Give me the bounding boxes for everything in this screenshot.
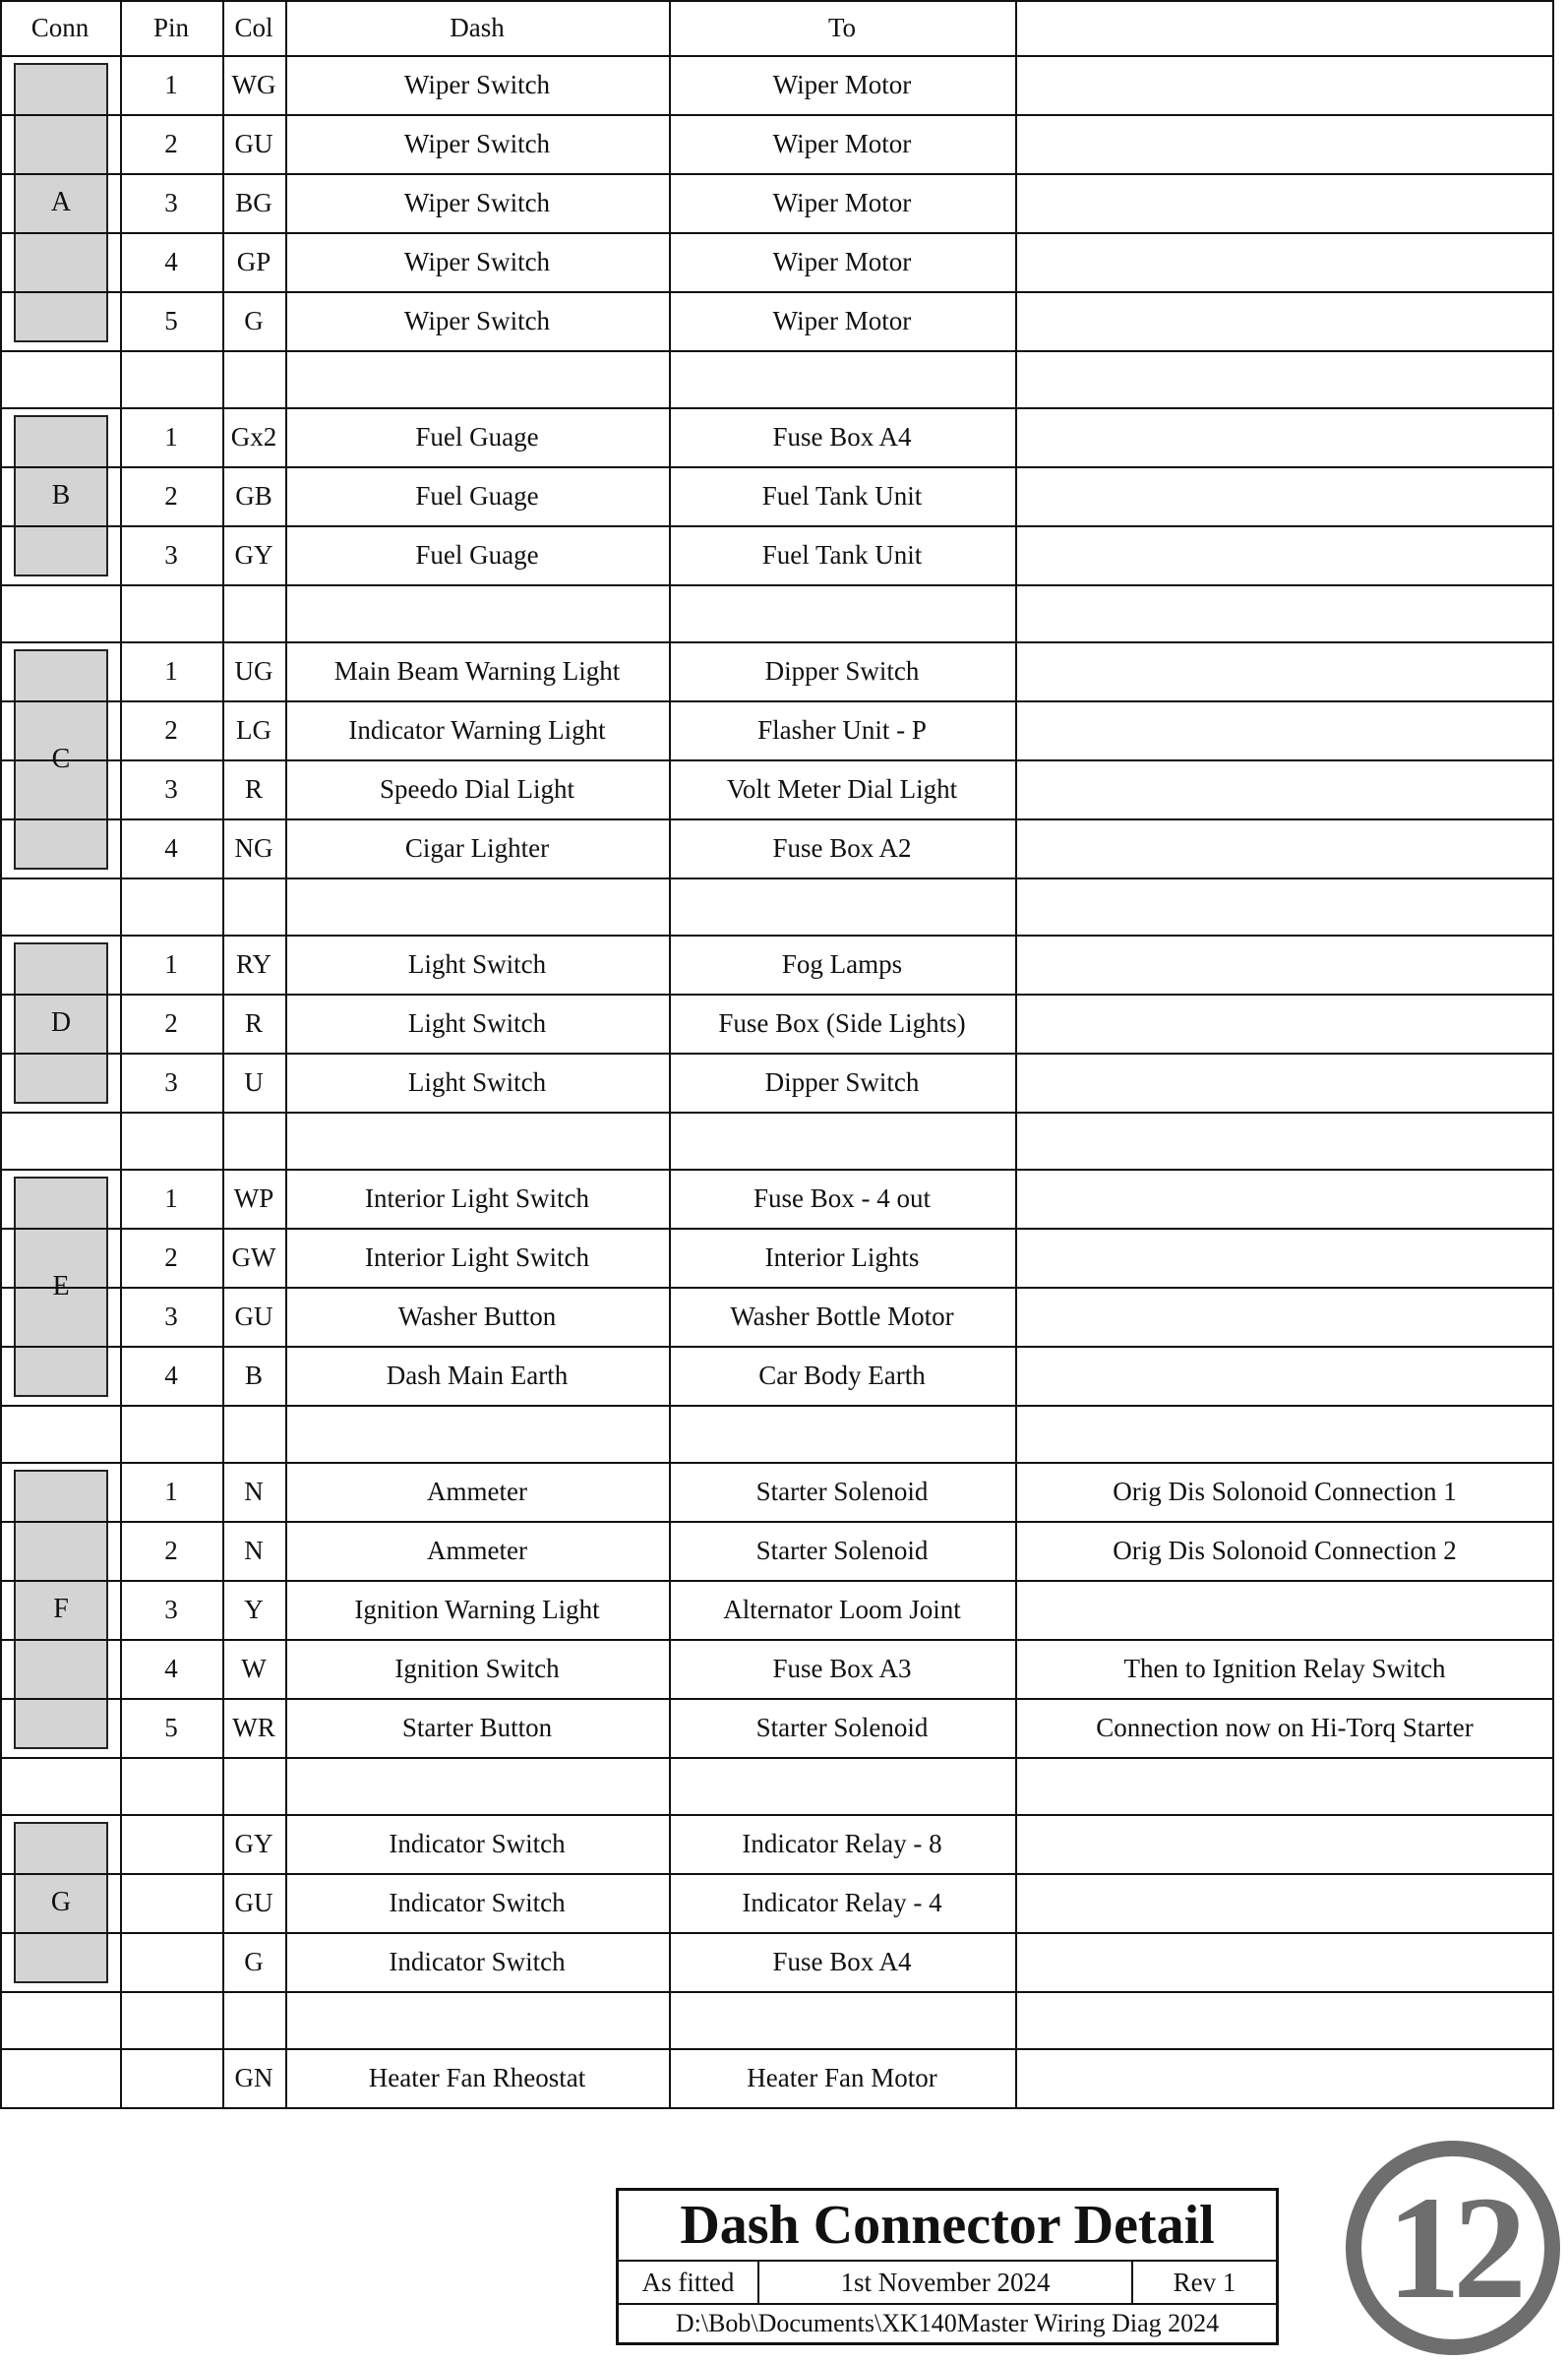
column-divider — [120, 0, 122, 2109]
cell-dash: Indicator Switch — [389, 1946, 566, 1976]
cell-dash: Indicator Switch — [389, 1887, 566, 1917]
cell-note — [1015, 641, 1554, 700]
cell-to: Fuse Box A2 — [772, 832, 912, 863]
cell-col: Gx2 — [230, 421, 277, 452]
cell-to: Heater Fan Motor — [747, 2062, 937, 2092]
cell-to: Fuse Box A4 — [772, 421, 912, 452]
cell-pin: 2 — [164, 1535, 178, 1565]
cell-dash: Ammeter — [427, 1535, 527, 1565]
cell-col: G — [244, 305, 264, 335]
cell-note — [1015, 2048, 1554, 2107]
cell-pin: 5 — [164, 1712, 178, 1742]
cell-dash: Ignition Switch — [394, 1653, 560, 1683]
cell-col: WG — [231, 69, 276, 99]
cell-dash: Light Switch — [407, 1007, 547, 1038]
cell-note: Orig Dis Solonoid Connection 2 — [1113, 1535, 1457, 1565]
cell-dash: Wiper Switch — [403, 128, 551, 158]
cell-to: Washer Bottle Motor — [730, 1301, 954, 1331]
cell-to: Wiper Motor — [772, 187, 912, 217]
cell-pin: 1 — [164, 948, 178, 979]
cell-note — [1015, 1873, 1554, 1932]
cell-note — [1015, 232, 1554, 291]
cell-pin: 1 — [164, 421, 178, 452]
page-number-badge: 12 — [1346, 2141, 1560, 2355]
cell-pin: 2 — [164, 714, 178, 745]
cell-dash: Light Switch — [407, 948, 547, 979]
column-divider — [1552, 0, 1554, 2109]
cell-dash: Wiper Switch — [403, 187, 551, 217]
column-divider — [669, 0, 671, 2109]
cell-pin: 4 — [164, 832, 178, 863]
cell-col: GW — [231, 1241, 276, 1272]
cell-col: N — [244, 1535, 264, 1565]
row-divider — [0, 994, 1554, 996]
cell-pin: 3 — [164, 1594, 178, 1624]
cell-note — [1015, 55, 1554, 114]
row-divider — [0, 1405, 1554, 1407]
row-divider — [0, 232, 1554, 234]
cell-dash: Washer Button — [397, 1301, 557, 1331]
cell-dash: Cigar Lighter — [404, 832, 550, 863]
cell-to: Fuel Tank Unit — [761, 539, 923, 570]
cell-pin: 1 — [164, 655, 178, 686]
status-label: As fitted — [619, 2262, 759, 2305]
cell-col: GN — [234, 2062, 273, 2092]
cell-dash: Indicator Warning Light — [348, 714, 606, 745]
cell-to: Starter Solenoid — [755, 1476, 929, 1506]
row-divider — [0, 935, 1554, 937]
cell-note — [1015, 466, 1554, 525]
cell-to: Wiper Motor — [772, 246, 912, 276]
cell-note — [1015, 1053, 1554, 1112]
column-divider — [0, 0, 2, 2109]
cell-pin — [120, 1932, 222, 1991]
column-divider — [222, 0, 224, 2109]
cell-note — [1015, 1287, 1554, 1346]
cell-pin: 4 — [164, 1360, 178, 1390]
cell-dash: Speedo Dial Light — [380, 773, 574, 804]
connector-block: D — [14, 942, 108, 1104]
cell-pin: 4 — [164, 246, 178, 276]
cell-dash: Fuel Guage — [415, 421, 539, 452]
cell-to: Fog Lamps — [781, 948, 903, 979]
cell-pin: 3 — [164, 187, 178, 217]
row-divider — [0, 818, 1554, 820]
cell-pin: 3 — [164, 773, 178, 804]
cell-pin: 2 — [164, 1241, 178, 1272]
row-divider — [0, 584, 1554, 586]
cell-to: Fuse Box - 4 out — [753, 1182, 931, 1213]
row-divider — [0, 114, 1554, 116]
connector-block: F — [14, 1470, 108, 1749]
revision-label: Rev 1 — [1133, 2262, 1276, 2305]
cell-to: Indicator Relay - 4 — [742, 1887, 942, 1917]
cell-dash: Main Beam Warning Light — [333, 655, 621, 686]
cell-col: N — [244, 1476, 264, 1506]
row-divider — [0, 1169, 1554, 1171]
cell-note — [1015, 525, 1554, 584]
cell-to: Wiper Motor — [772, 69, 912, 99]
cell-note — [1015, 1346, 1554, 1405]
cell-note: Connection now on Hi-Torq Starter — [1096, 1712, 1474, 1742]
header-to: To — [827, 12, 857, 42]
cell-col: GP — [236, 246, 271, 276]
cell-dash: Wiper Switch — [403, 305, 551, 335]
cell-col: U — [244, 1066, 264, 1097]
cell-note — [1015, 1228, 1554, 1287]
cell-pin: 3 — [164, 539, 178, 570]
cell-dash: Heater Fan Rheostat — [368, 2062, 586, 2092]
row-divider — [0, 1580, 1554, 1582]
cell-col: LG — [236, 714, 271, 745]
cell-dash: Ammeter — [427, 1476, 527, 1506]
connector-block: B — [14, 415, 108, 576]
connector-block: G — [14, 1822, 108, 1983]
column-divider — [285, 0, 287, 2109]
cell-col: R — [244, 1007, 263, 1038]
cell-to: Starter Solenoid — [755, 1535, 929, 1565]
row-divider — [0, 1112, 1554, 1114]
cell-pin: 2 — [164, 1007, 178, 1038]
row-divider — [0, 878, 1554, 879]
cell-col: WR — [232, 1712, 275, 1742]
cell-pin: 5 — [164, 305, 178, 335]
connector-block: A — [14, 63, 108, 342]
row-divider — [0, 1932, 1554, 1934]
cell-note — [1015, 759, 1554, 818]
cell-note — [1015, 1814, 1554, 1873]
row-divider — [0, 2107, 1554, 2109]
cell-dash: Wiper Switch — [403, 246, 551, 276]
cell-to: Indicator Relay - 8 — [742, 1828, 942, 1858]
cell-dash: Dash Main Earth — [386, 1360, 569, 1390]
cell-col: NG — [234, 832, 273, 863]
row-divider — [0, 1639, 1554, 1641]
cell-dash: Light Switch — [407, 1066, 547, 1097]
title-block — [616, 2188, 1279, 2345]
row-divider — [0, 759, 1554, 761]
cell-col: BG — [235, 187, 272, 217]
cell-dash: Indicator Switch — [389, 1828, 566, 1858]
cell-to: Fuel Tank Unit — [761, 480, 923, 511]
cell-note — [1015, 1169, 1554, 1228]
cell-to: Dipper Switch — [764, 1066, 920, 1097]
cell-col: Y — [244, 1594, 264, 1624]
row-divider — [0, 1462, 1554, 1464]
cell-note: Orig Dis Solonoid Connection 1 — [1113, 1476, 1457, 1506]
cell-pin: 2 — [164, 480, 178, 511]
cell-pin: 3 — [164, 1301, 178, 1331]
row-divider — [0, 1346, 1554, 1348]
cell-dash: Fuel Guage — [415, 480, 539, 511]
cell-col: GU — [234, 128, 273, 158]
cell-col: GU — [234, 1887, 273, 1917]
cell-note — [1015, 173, 1554, 232]
cell-to: Car Body Earth — [758, 1360, 926, 1390]
cell-pin: 1 — [164, 1182, 178, 1213]
cell-col: WP — [233, 1182, 274, 1213]
cell-col: B — [244, 1360, 263, 1390]
row-divider — [0, 1698, 1554, 1700]
cell-dash: Ignition Warning Light — [354, 1594, 600, 1624]
row-divider — [0, 525, 1554, 527]
cell-dash: Interior Light Switch — [365, 1182, 589, 1213]
header-dash: Dash — [450, 12, 505, 42]
cell-pin: 1 — [164, 1476, 178, 1506]
cell-dash: Fuel Guage — [415, 539, 539, 570]
row-divider — [0, 350, 1554, 352]
cell-to: Alternator Loom Joint — [723, 1594, 961, 1624]
cell-to: Interior Lights — [764, 1241, 920, 1272]
cell-pin — [120, 1873, 222, 1932]
cell-col: RY — [235, 948, 272, 979]
date-label: 1st November 2024 — [759, 2262, 1133, 2305]
cell-col: R — [244, 773, 263, 804]
row-divider — [0, 291, 1554, 293]
cell-to: Dipper Switch — [764, 655, 920, 686]
row-divider — [0, 466, 1554, 468]
cell-to: Wiper Motor — [772, 305, 912, 335]
cell-col: GY — [234, 1828, 273, 1858]
row-divider — [0, 0, 1554, 2]
row-divider — [0, 1991, 1554, 1993]
cell-col: W — [241, 1653, 267, 1683]
cell-note — [1015, 1932, 1554, 1991]
cell-note — [1015, 700, 1554, 759]
cell-note — [1015, 114, 1554, 173]
row-divider — [0, 1757, 1554, 1759]
cell-col: GY — [234, 539, 273, 570]
column-divider — [1015, 0, 1017, 2109]
cell-pin: 4 — [164, 1653, 178, 1683]
row-divider — [0, 407, 1554, 409]
cell-col: GU — [234, 1301, 273, 1331]
row-divider — [0, 700, 1554, 702]
row-divider — [0, 55, 1554, 57]
cell-dash: Interior Light Switch — [365, 1241, 589, 1272]
row-divider — [0, 641, 1554, 643]
cell-to: Wiper Motor — [772, 128, 912, 158]
cell-note — [1015, 818, 1554, 878]
row-divider — [0, 1228, 1554, 1230]
header-conn: Conn — [30, 12, 90, 42]
cell-to: Fuse Box A3 — [772, 1653, 912, 1683]
header-pin: Pin — [152, 12, 190, 42]
cell-to: Flasher Unit - P — [757, 714, 927, 745]
cell-col: G — [244, 1946, 264, 1976]
cell-dash: Starter Button — [401, 1712, 553, 1742]
cell-note — [1015, 291, 1554, 350]
cell-col: UG — [234, 655, 273, 686]
cell-note — [1015, 994, 1554, 1053]
cell-dash: Wiper Switch — [403, 69, 551, 99]
row-divider — [0, 1053, 1554, 1055]
cell-pin: 3 — [164, 1066, 178, 1097]
cell-note: Then to Ignition Relay Switch — [1123, 1653, 1446, 1683]
cell-to: Fuse Box A4 — [772, 1946, 912, 1976]
row-divider — [0, 1814, 1554, 1816]
row-divider — [0, 1521, 1554, 1523]
cell-pin — [120, 1814, 222, 1873]
row-divider — [0, 173, 1554, 175]
cell-to: Volt Meter Dial Light — [726, 773, 958, 804]
cell-to: Starter Solenoid — [755, 1712, 929, 1742]
cell-pin: 1 — [164, 69, 178, 99]
cell-note — [1015, 407, 1554, 466]
row-divider — [0, 2048, 1554, 2050]
cell-pin: 2 — [164, 128, 178, 158]
file-path: D:\Bob\Documents\XK140Master Wiring Diag 2024 — [675, 2309, 1220, 2337]
row-divider — [0, 1287, 1554, 1289]
cell-pin — [120, 2048, 222, 2107]
cell-note — [1015, 1580, 1554, 1639]
cell-to: Fuse Box (Side Lights) — [718, 1007, 966, 1038]
row-divider — [0, 1873, 1554, 1875]
cell-col: GB — [235, 480, 272, 511]
header-col: Col — [234, 12, 273, 42]
document-title: Dash Connector Detail — [619, 2191, 1276, 2262]
cell-note — [1015, 935, 1554, 994]
